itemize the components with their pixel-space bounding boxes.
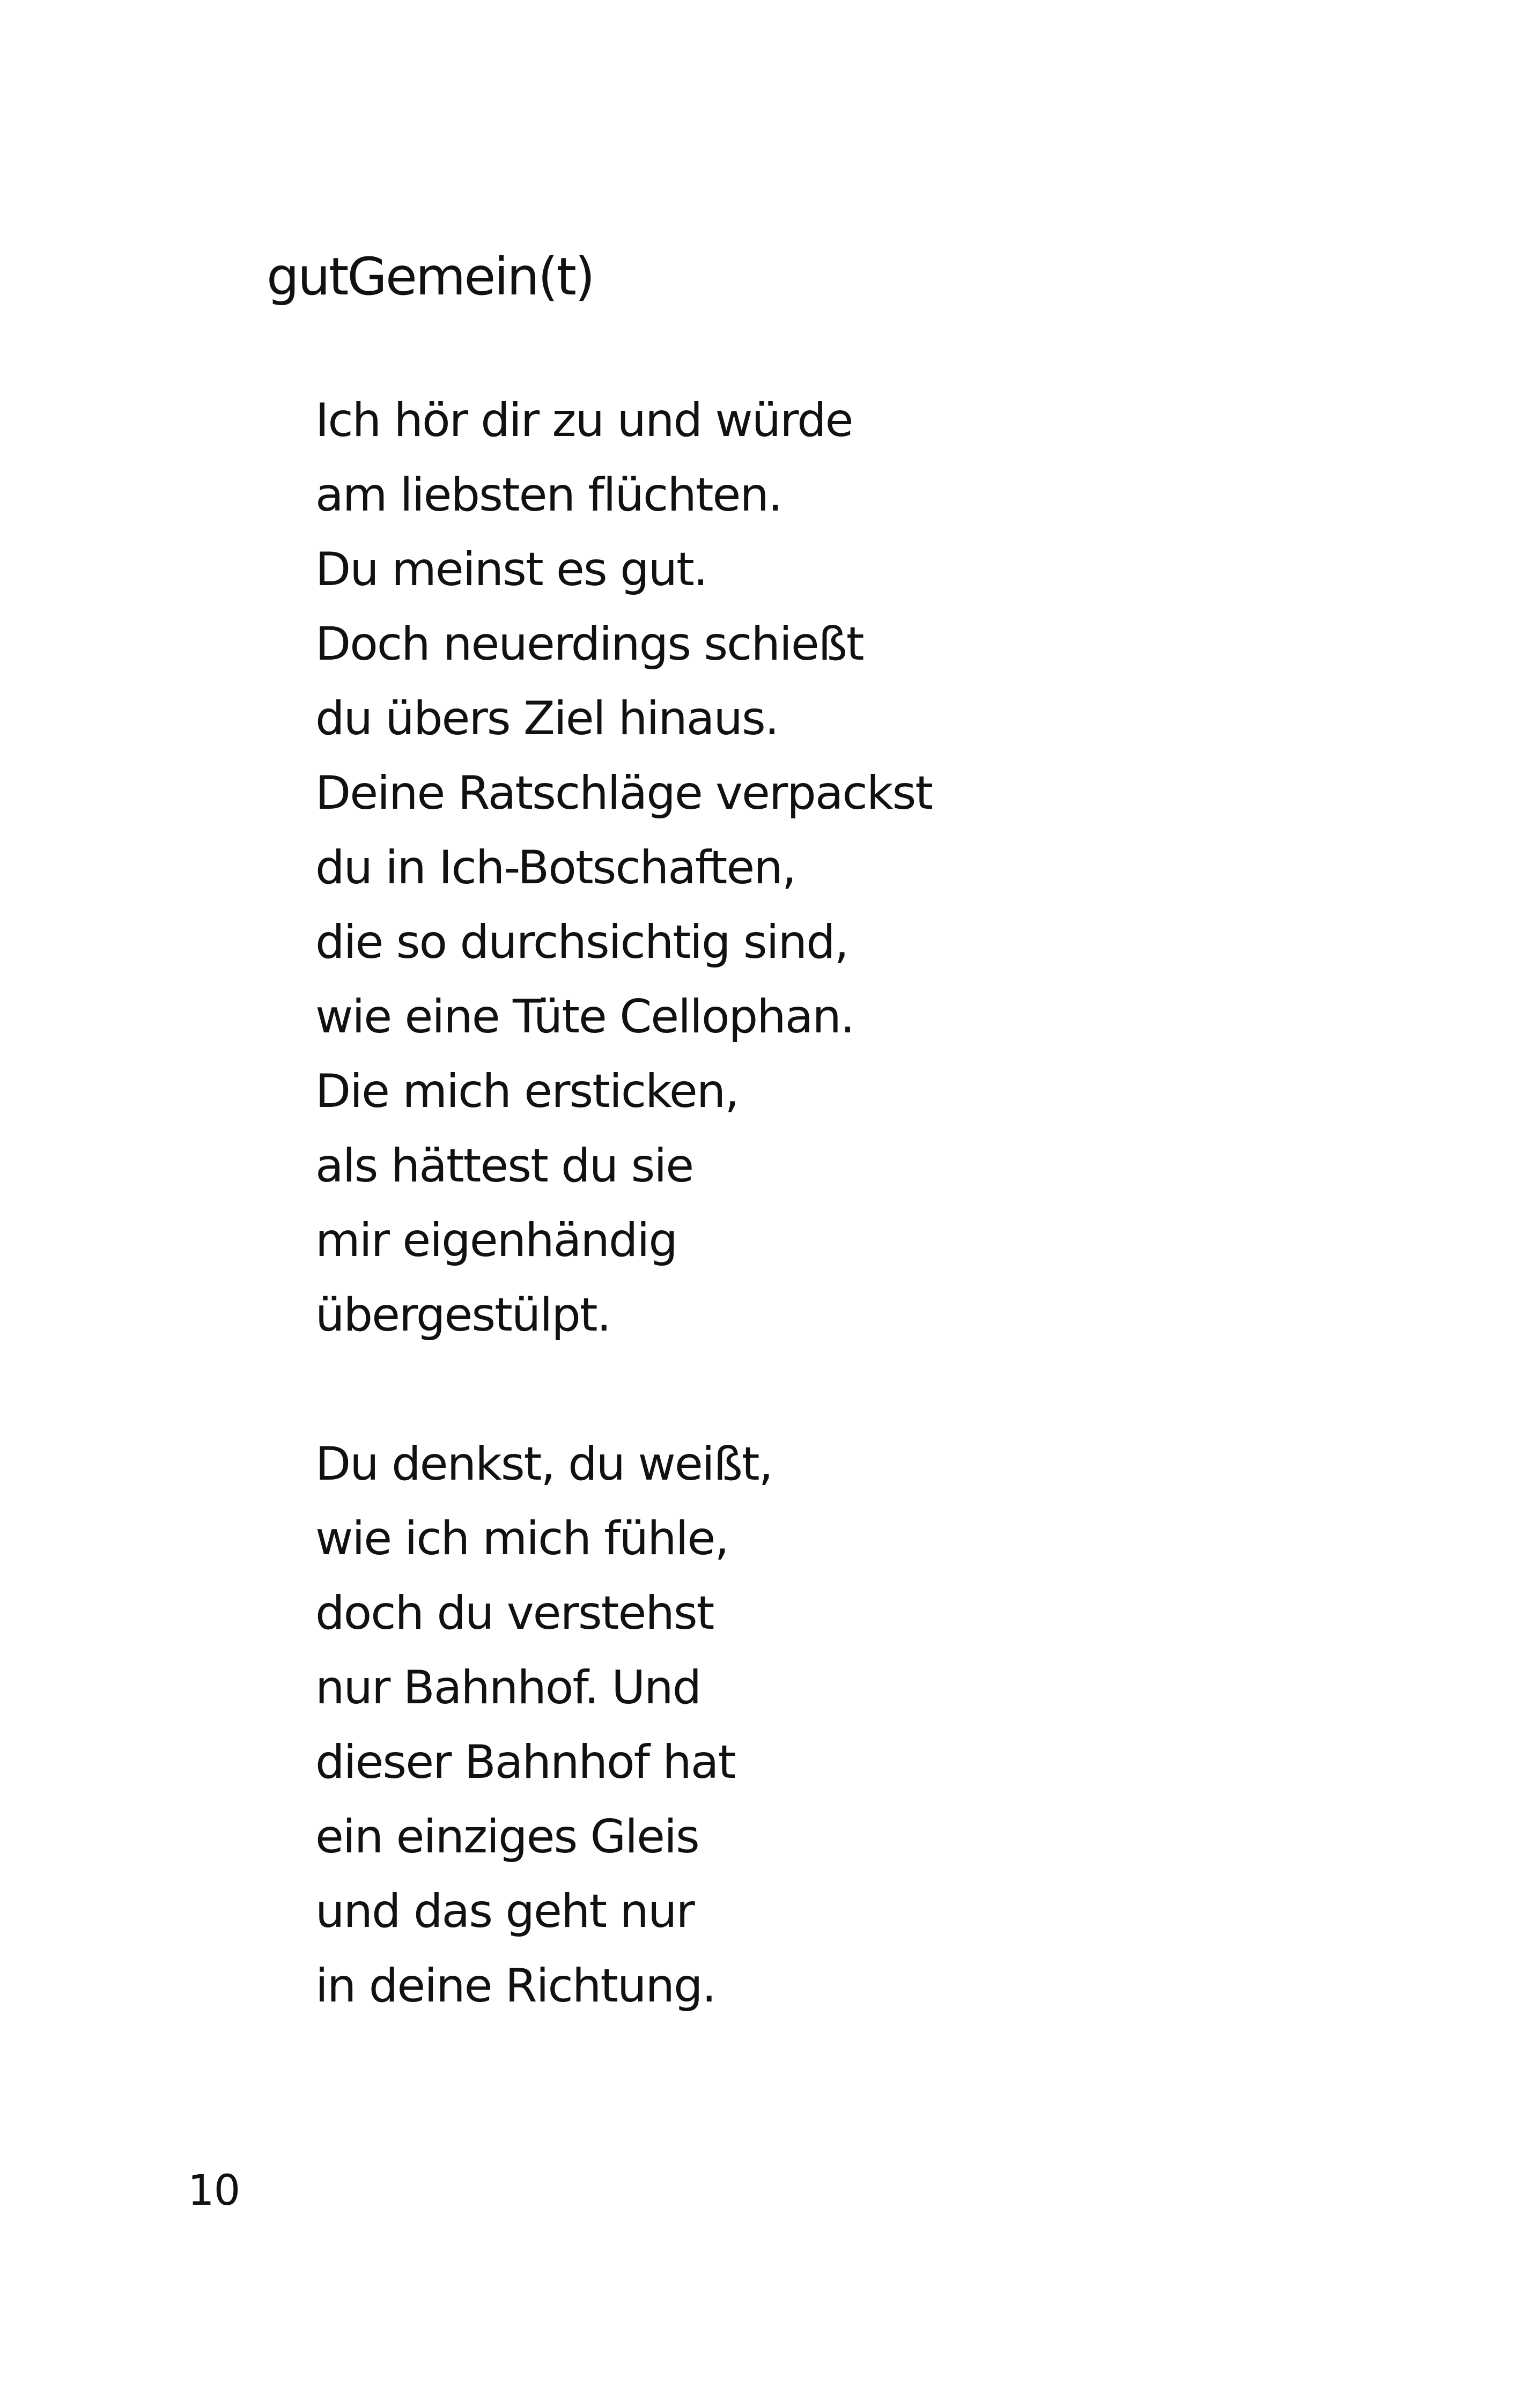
- poem-line: wie ich mich fühle,: [315, 1512, 728, 1565]
- poem-title: gutGemein(t): [267, 247, 594, 307]
- stanza-2: [315, 1427, 932, 2023]
- page-number: 10: [188, 2167, 240, 2215]
- poem-line: die so durchsichtig sind,: [315, 915, 848, 969]
- poem-line: Ich hör dir zu und würde: [315, 394, 853, 447]
- poem-line: dieser Bahnhof hat: [315, 1735, 735, 1789]
- poem-line: doch du verstehst: [315, 1586, 714, 1640]
- poem-line: übergestülpt.: [315, 1288, 610, 1342]
- poem-line: Die mich ersticken,: [315, 1065, 739, 1118]
- stanza-1: [315, 383, 932, 1353]
- poem-line: in deine Richtung.: [315, 1959, 715, 2013]
- poem-line: am liebsten flüchten.: [315, 468, 782, 522]
- poem-line: Deine Ratschläge verpackst: [315, 766, 933, 820]
- poem-line: nur Bahnhof. Und: [315, 1661, 701, 1715]
- poem-line: du übers Ziel hinaus.: [315, 692, 779, 745]
- poem-line: mir eigenhändig: [315, 1214, 677, 1267]
- poem-line: Du denkst, du weißt,: [315, 1437, 772, 1491]
- poem-line: als hättest du sie: [315, 1139, 693, 1193]
- poem-line: du in Ich-Botschaften,: [315, 841, 796, 895]
- poem-line: und das geht nur: [315, 1885, 694, 1938]
- poem-line: Doch neuerdings schießt: [315, 617, 863, 671]
- poem-body: [315, 383, 932, 2023]
- poem-line: ein einziges Gleis: [315, 1810, 699, 1864]
- poem-line: Du meinst es gut.: [315, 543, 707, 596]
- poem-line: wie eine Tüte Cellophan.: [315, 990, 854, 1044]
